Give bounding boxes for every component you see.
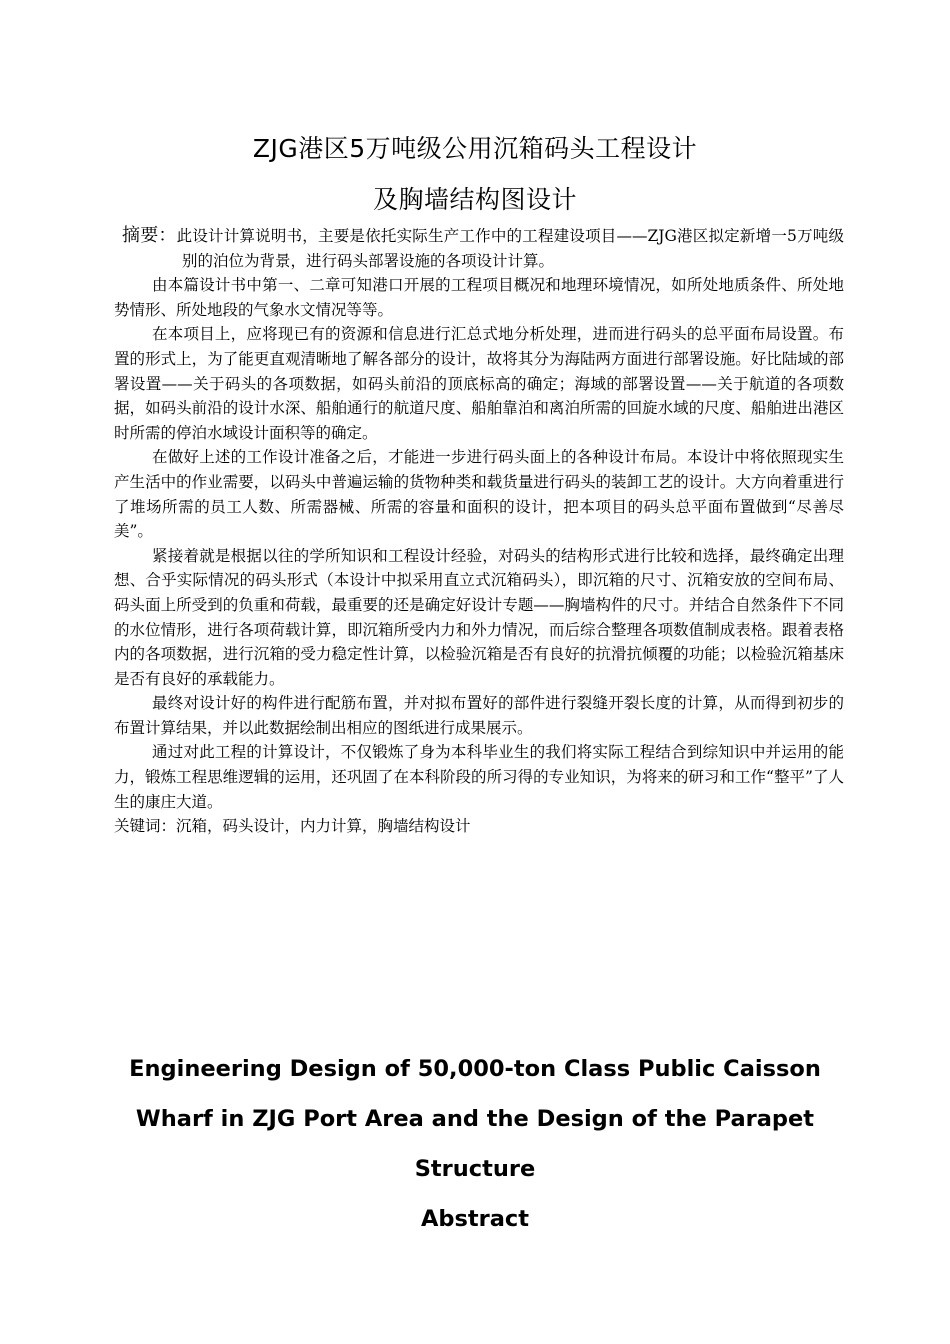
chinese-title-line-1: ZJG港区5万吨级公用沉箱码头工程设计 [252,134,698,163]
abstract-paragraph: 在做好上述的工作设计准备之后，才能进一步进行码头面上的各种设计布局。本设计中将依照现实生产生活中的作业需要，以码头中普遍运输的货物种类和载货量进行码头的装卸工艺的设计。大方向着重进行了堆场所需的员工人数、所需器械、所需的容量和面积的设计，把本项目的码头总平面布置做到“尽善尽美”。 [114,448,844,541]
keywords-line: 关键词：沉箱，码头设计，内力计算，胸墙结构设计 [114,817,471,836]
abstract-first-text: 此设计计算说明书，主要是依托实际生产工作中的工程建设项目——ZJG港区拟定新增一5万吨级别的泊位为背景，进行码头部署设施的各项设计计算。 [176,227,845,270]
chinese-title-line-2: 及胸墙结构图设计 [372,185,577,214]
english-title-line-3: Structure [414,1156,536,1182]
english-title-line-1: Engineering Design of 50,000-ton Class Public Caisson [129,1056,821,1082]
abstract-paragraph: 最终对设计好的构件进行配筋布置，并对拟布置好的部件进行裂缝开裂长度的计算，从而得到初步的布置计算结果，并以此数据绘制出相应的图纸进行成果展示。 [114,694,844,737]
abstract-paragraph: 通过对此工程的计算设计，不仅锻炼了身为本科毕业生的我们将实际工程结合到综知识中并运用的能力，锻炼工程思维逻辑的运用，还巩固了在本科阶段的所习得的专业知识，为将来的研习和工作“整平”了人生的康庄大道。 [114,743,844,811]
abstract-label: 摘要： [122,225,177,246]
abstract-paragraph: 在本项目上，应将现已有的资源和信息进行汇总式地分析处理，进而进行码头的总平面布局设置。布置的形式上，为了能更直观清晰地了解各部分的设计，故将其分为海陆两方面进行部署设施。好比陆域的部署设置——关于码头的各项数据，如码头前沿的顶底标高的确定；海域的部署设置——关于航道的各项数据，如码头前沿的设计水深、船舶通行的航道尺度、船舶靠泊和离泊所需的回旋水域的尺度、船舶进出港区时所需的停泊水域设计面积等的确定。 [114,325,844,442]
abstract-first-paragraph [114,224,844,273]
abstract-paragraph: 紧接着就是根据以往的学所知识和工程设计经验，对码头的结构形式进行比较和选择，最终确定出理想、合乎实际情况的码头形式（本设计中拟采用直立式沉箱码头），即沉箱的尺寸、沉箱安放的空间布局、码头面上所受到的负重和荷载，最重要的还是确定好设计专题——胸墙构件的尺寸。并结合自然条件下不同的水位情形，进行各项荷载计算，即沉箱所受内力和外力情况，而后综合整理各项数值制成表格。跟着表格内的各项数据，进行沉箱的受力稳定性计算，以检验沉箱是否有良好的抗滑抗倾覆的功能；以检验沉箱基床是否有良好的承载能力。 [114,546,844,688]
english-abstract-heading: Abstract [420,1206,530,1232]
abstract-paragraph: 由本篇设计书中第一、二章可知港口开展的工程项目概况和地理环境情况，如所处地质条件、所处地势情形、所处地段的气象水文情况等等。 [114,276,844,319]
english-title-line-2: Wharf in ZJG Port Area and the Design of the Parapet [135,1106,815,1132]
chinese-abstract [114,224,844,839]
